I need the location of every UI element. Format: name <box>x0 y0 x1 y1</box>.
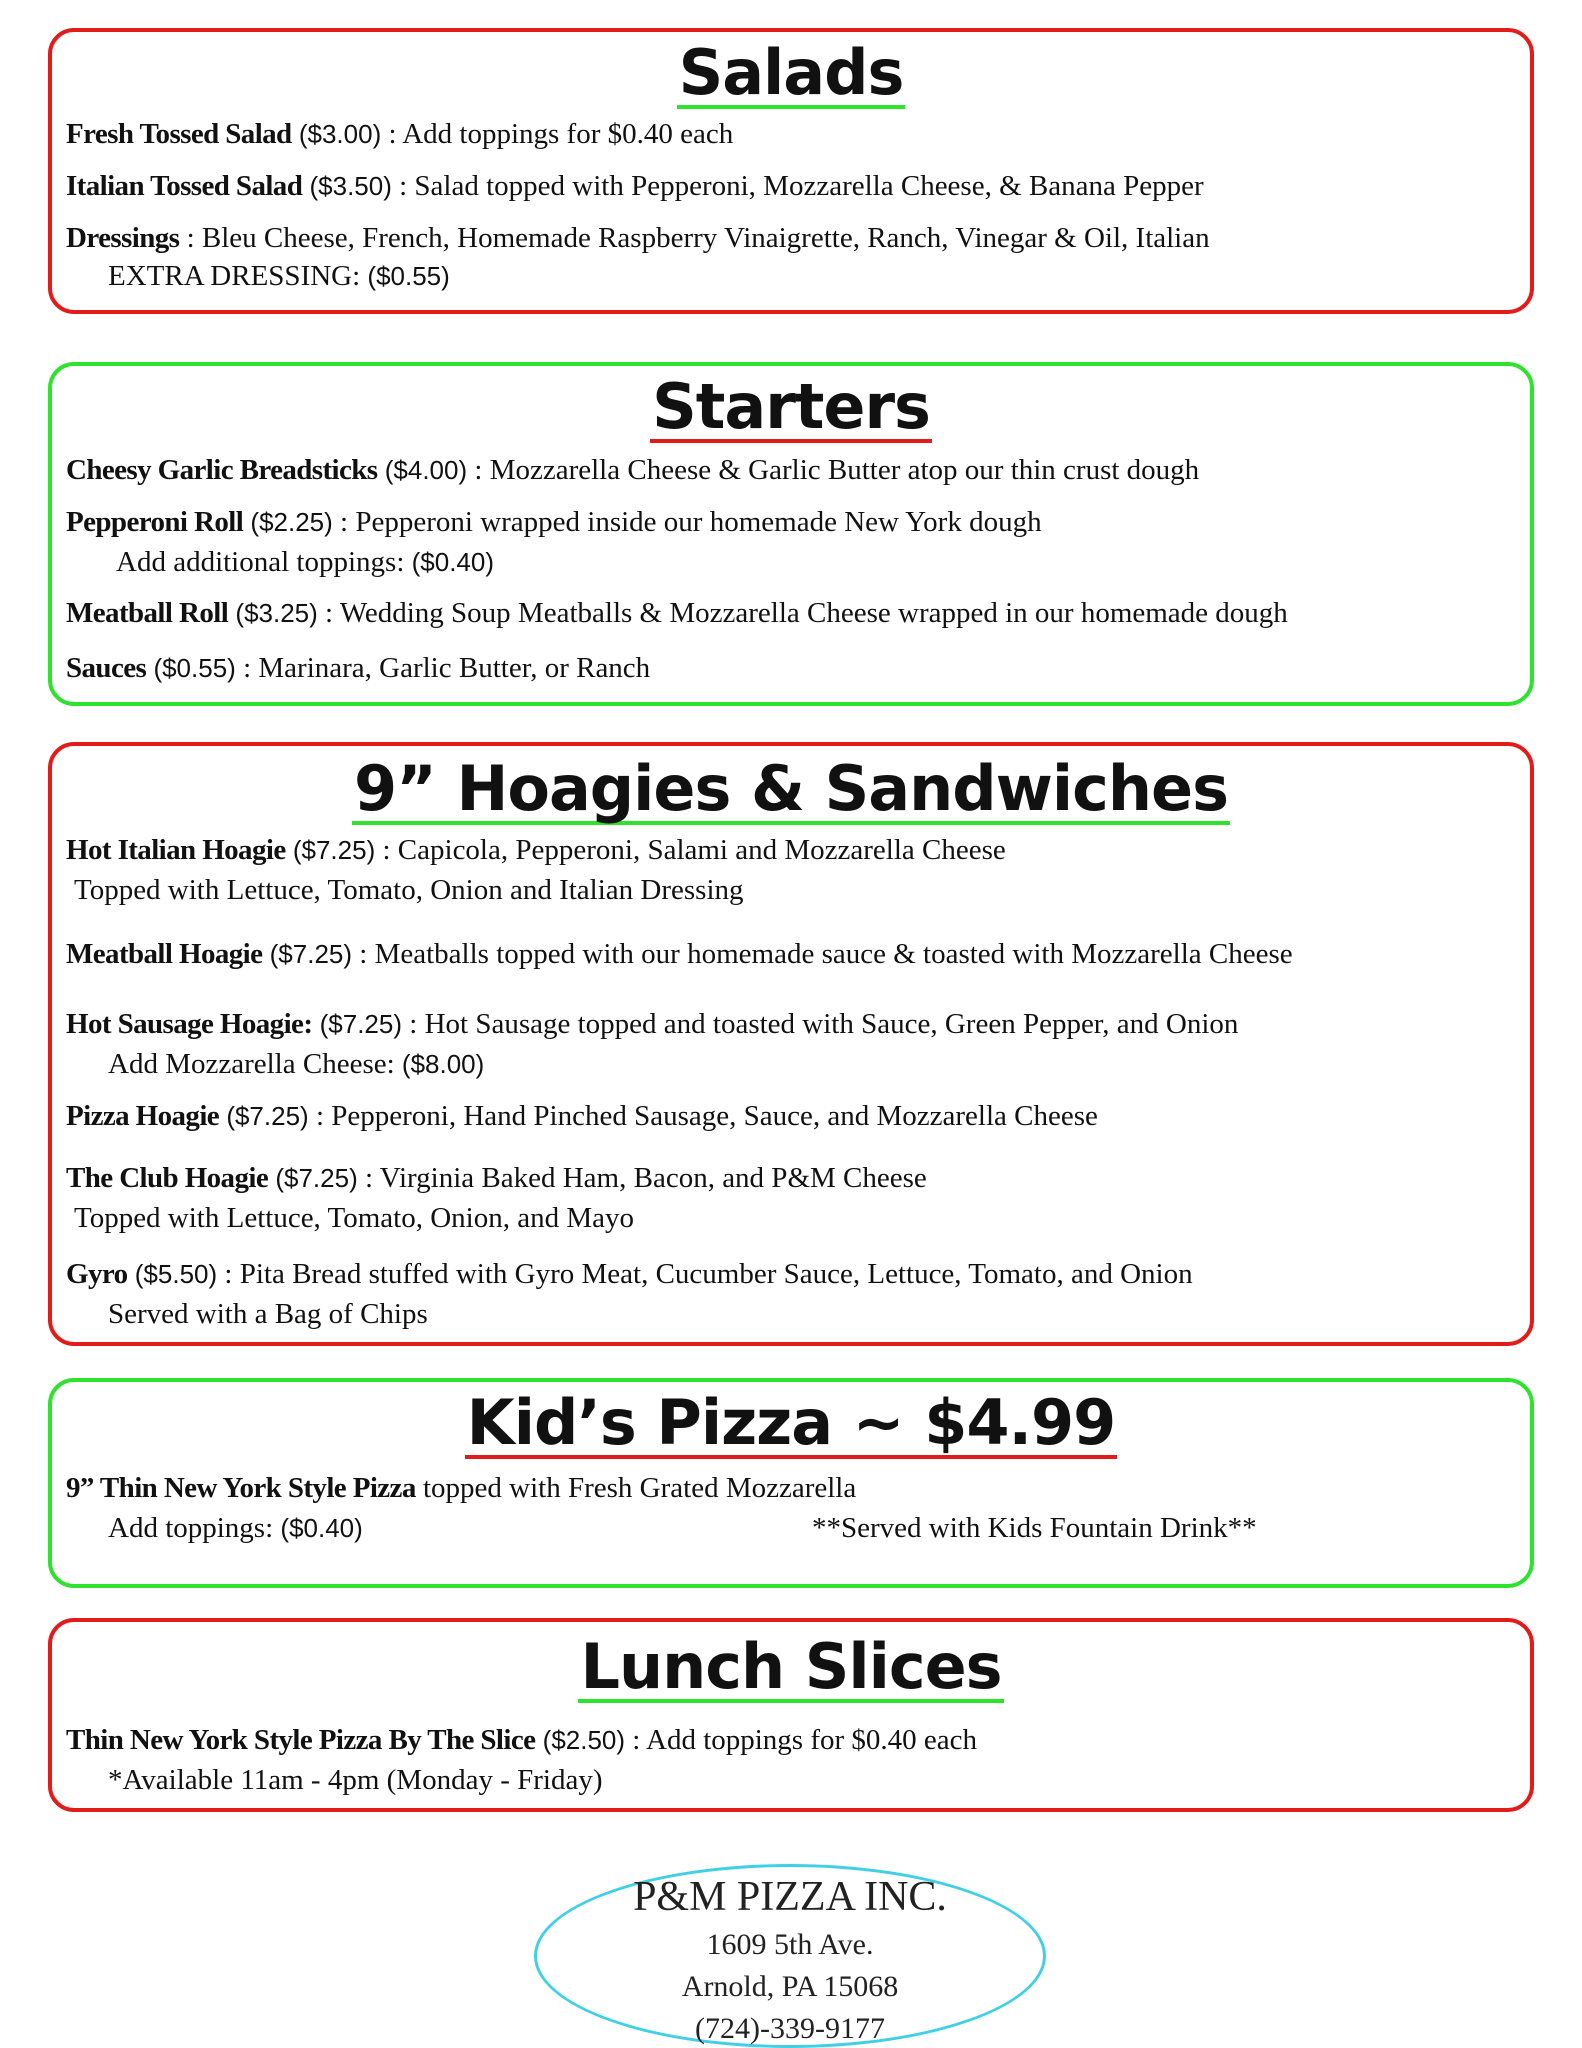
menu-item-sub: EXTRA DRESSING: ($0.55) <box>108 260 450 292</box>
lunch-title-wrap <box>52 1632 1530 1703</box>
menu-item-sub: Add additional toppings: ($0.40) <box>116 546 495 578</box>
kids-pizza-section <box>48 1378 1534 1588</box>
salads-title: Salads <box>678 36 904 109</box>
hoagies-title: 9” Hoagies & Sandwiches <box>353 752 1228 825</box>
business-info-oval <box>534 1864 1046 2048</box>
menu-item: Pizza Hoagie ($7.25) : Pepperoni, Hand Pinched Sausage, Sauce, and Mozzarella Cheese <box>66 1100 1098 1132</box>
kids-drink-note: **Served with Kids Fountain Drink** <box>812 1512 1257 1544</box>
menu-item-sub: Add toppings: ($0.40) <box>108 1512 363 1544</box>
menu-item: Meatball Hoagie ($7.25) : Meatballs topped with our homemade sauce & toasted with Mozzarella Cheese <box>66 938 1293 970</box>
hoagies-title-wrap <box>52 754 1530 825</box>
kids-title: Kid’s Pizza ~ $4.99 <box>466 1386 1116 1459</box>
starters-title: Starters <box>652 370 930 443</box>
menu-item: Pepperoni Roll ($2.25) : Pepperoni wrapped inside our homemade New York dough <box>66 506 1042 538</box>
menu-item-sub: Topped with Lettuce, Tomato, Onion and Italian Dressing <box>74 874 744 906</box>
menu-item: Thin New York Style Pizza By The Slice ($2.50) : Add toppings for $0.40 each <box>66 1724 978 1756</box>
menu-item: Dressings : Bleu Cheese, French, Homemade Raspberry Vinaigrette, Ranch, Vinegar & Oil, Italian <box>66 222 1210 254</box>
menu-item-sub: Topped with Lettuce, Tomato, Onion, and Mayo <box>74 1202 634 1234</box>
menu-item: Gyro ($5.50) : Pita Bread stuffed with Gyro Meat, Cucumber Sauce, Lettuce, Tomato, and Onion <box>66 1258 1193 1290</box>
menu-item-sub: Add Mozzarella Cheese: ($8.00) <box>108 1048 485 1080</box>
salads-section <box>48 28 1534 314</box>
starters-section <box>48 362 1534 706</box>
menu-item: Sauces ($0.55) : Marinara, Garlic Butter, or Ranch <box>66 652 651 684</box>
starters-title-wrap <box>52 372 1530 443</box>
salads-title-wrap <box>52 38 1530 109</box>
menu-item: Hot Italian Hoagie ($7.25) : Capicola, Pepperoni, Salami and Mozzarella Cheese <box>66 834 1006 866</box>
menu-item: Fresh Tossed Salad ($3.00) : Add toppings for $0.40 each <box>66 118 734 150</box>
business-city: Arnold, PA 15068 <box>681 1970 899 2003</box>
menu-item: Hot Sausage Hoagie: ($7.25) : Hot Sausage topped and toasted with Sauce, Green Pepper, and Onion <box>66 1008 1239 1040</box>
business-street: 1609 5th Ave. <box>706 1928 874 1961</box>
business-name: P&M PIZZA INC. <box>633 1874 947 1920</box>
hoagies-section <box>48 742 1534 1346</box>
kids-title-wrap <box>52 1388 1530 1459</box>
menu-item: 9” Thin New York Style Pizza topped with Fresh Grated Mozzarella <box>66 1472 857 1504</box>
menu-item-sub: Served with a Bag of Chips <box>108 1298 428 1330</box>
business-phone: (724)-339-9177 <box>695 2012 885 2045</box>
lunch-slices-section <box>48 1618 1534 1812</box>
menu-item: The Club Hoagie ($7.25) : Virginia Baked Ham, Bacon, and P&M Cheese <box>66 1162 927 1194</box>
menu-item: Meatball Roll ($3.25) : Wedding Soup Meatballs & Mozzarella Cheese wrapped in our homemade dough <box>66 597 1288 629</box>
menu-item: Italian Tossed Salad ($3.50) : Salad topped with Pepperoni, Mozzarella Cheese, & Banana Pepper <box>66 170 1204 202</box>
menu-item: Cheesy Garlic Breadsticks ($4.00) : Mozzarella Cheese & Garlic Butter atop our thin crust dough <box>66 454 1200 486</box>
lunch-availability-note: *Available 11am - 4pm (Monday - Friday) <box>108 1764 603 1796</box>
lunch-title: Lunch Slices <box>580 1630 1002 1703</box>
